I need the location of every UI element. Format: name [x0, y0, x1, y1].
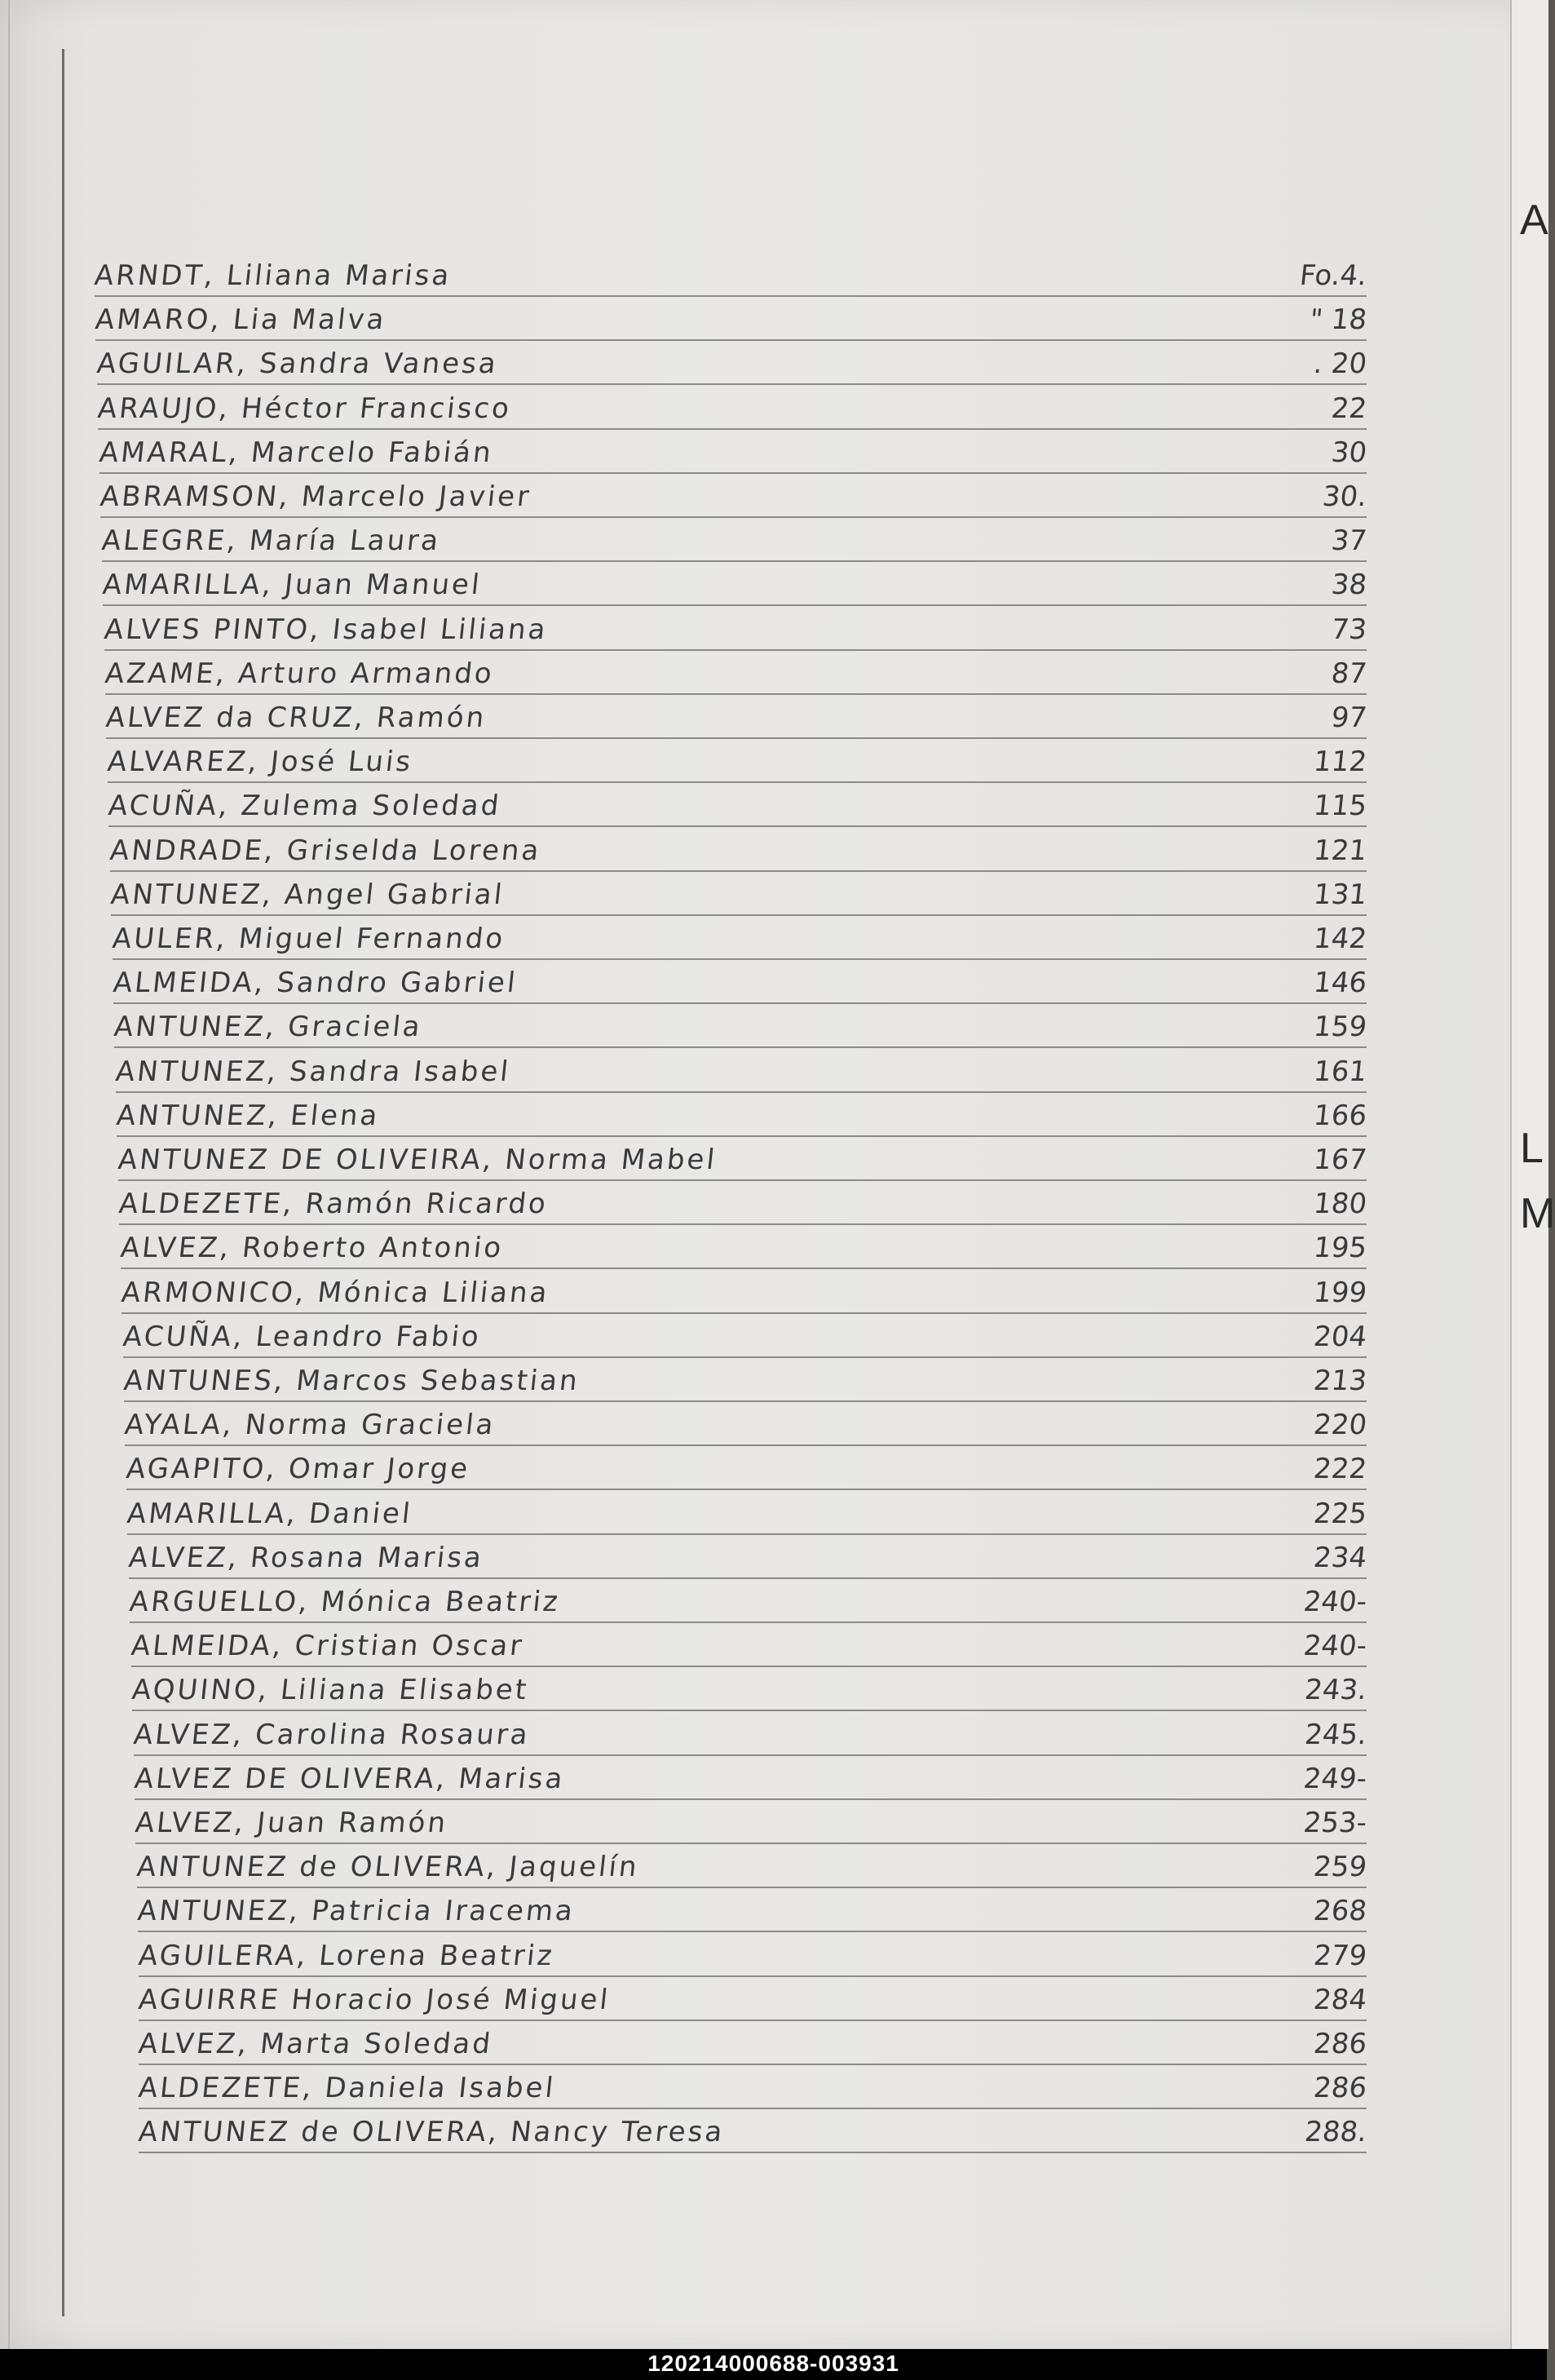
entry-name: AMARILLA, Juan Manuel: [100, 568, 484, 602]
adjacent-page-letter: A: [1520, 197, 1548, 244]
entry-folio: Fo.4.: [1298, 259, 1369, 292]
ledger-entry: [99, 516, 1369, 562]
entry-folio: 234: [1311, 1541, 1369, 1574]
entry-name: ACUÑA, Zulema Soledad: [107, 790, 503, 823]
ledger-entry: [105, 737, 1369, 783]
ledger-entry: [130, 1577, 1367, 1623]
entry-name: ANTUNEZ de OLIVERA, Jaquelín: [135, 1851, 641, 1884]
adjacent-page-letter: M: [1520, 1190, 1555, 1237]
entry-folio: 142: [1311, 922, 1369, 955]
entry-folio: 199: [1311, 1276, 1369, 1309]
entry-folio: 286: [1311, 2072, 1369, 2105]
entry-name: AULER, Miguel Fernando: [110, 922, 506, 955]
entry-name: ARGUELLO, Mónica Beatriz: [128, 1586, 563, 1618]
entry-name: ALDEZETE, Ramón Ricardo: [117, 1188, 550, 1221]
ledger-entry: [131, 1621, 1367, 1667]
ledger-entry: [98, 384, 1367, 430]
entry-name: AMARO, Lia Malva: [94, 303, 389, 337]
entry-folio: 286: [1311, 2028, 1369, 2060]
ledger-entry: [121, 1356, 1369, 1402]
entry-name: ANTUNEZ de OLIVERA, Nancy Teresa: [136, 2116, 727, 2149]
entry-folio: 240-: [1301, 1586, 1369, 1618]
entry-folio: 30: [1329, 436, 1369, 469]
entry-folio: " 18: [1308, 303, 1369, 337]
ledger-entry: [100, 560, 1369, 606]
entry-folio: 243.: [1303, 1674, 1369, 1707]
ledger-entry: [113, 958, 1367, 1004]
image-id-label: 120214000688-003931: [647, 2351, 899, 2376]
entry-folio: 87: [1329, 657, 1369, 690]
ledger-entry: [113, 1047, 1369, 1093]
ledger-entry: [136, 2064, 1369, 2109]
entry-name: ANTUNEZ, Elena: [115, 1099, 382, 1132]
entry-folio: 161: [1311, 1055, 1369, 1088]
entry-name: ANTUNES, Marcos Sebastian: [121, 1365, 581, 1397]
entry-name: ALVEZ, Juan Ramón: [134, 1807, 450, 1839]
entry-folio: 253-: [1301, 1807, 1369, 1839]
entry-name: ALMEIDA, Cristian Oscar: [129, 1630, 526, 1663]
entry-name: ABRAMSON, Marcelo Javier: [99, 480, 533, 513]
ledger-entry: [123, 1312, 1367, 1358]
entry-folio: 180: [1311, 1188, 1369, 1221]
ledger-entry: [136, 2019, 1369, 2065]
entry-name: AZAME, Arturo Armando: [103, 657, 496, 690]
entry-name: ALEGRE, María Laura: [99, 524, 442, 558]
ledger-entry: [131, 1710, 1369, 1756]
ledger-entry: [111, 870, 1367, 916]
entry-folio: 121: [1311, 834, 1369, 867]
entry-name: ALVEZ, Rosana Marisa: [126, 1541, 485, 1574]
ledger-entry: [118, 1135, 1367, 1181]
entry-folio: 166: [1311, 1099, 1369, 1132]
ledger-entry: [132, 1754, 1369, 1800]
entry-folio: 288.: [1303, 2116, 1369, 2149]
entry-name: AMARILLA, Daniel: [126, 1497, 414, 1530]
ledger-entry: [118, 1223, 1369, 1269]
entry-folio: 115: [1311, 790, 1369, 823]
entry-folio: 245.: [1303, 1718, 1369, 1751]
entry-folio: 97: [1329, 701, 1369, 734]
entry-name: AMARAL, Marcelo Fabián: [97, 436, 495, 469]
ledger-entry: [136, 1931, 1369, 1977]
ledger-entry: [114, 1002, 1367, 1048]
entry-name: ALVEZ da CRUZ, Ramón: [104, 701, 488, 734]
ledger-entry: [95, 295, 1367, 341]
ledger-entry: [117, 1091, 1367, 1137]
entry-name: AQUINO, Liliana Elisabet: [130, 1674, 531, 1707]
ledger-entry: [126, 1444, 1367, 1490]
entry-name: ALMEIDA, Sandro Gabriel: [111, 967, 519, 1000]
ledger-entry: [132, 1666, 1367, 1711]
entry-name: ALVEZ, Roberto Antonio: [118, 1232, 505, 1265]
ledger-entry: [125, 1400, 1367, 1446]
entry-folio: 220: [1311, 1409, 1369, 1442]
entry-folio: 38: [1329, 568, 1369, 602]
ledger-entry: [97, 339, 1367, 385]
ledger-entry: [135, 1798, 1367, 1844]
entry-folio: 249-: [1301, 1762, 1369, 1795]
entry-name: ALVAREZ, José Luis: [105, 745, 415, 779]
entry-folio: 195: [1311, 1232, 1369, 1265]
ledger-entry: [136, 2108, 1369, 2153]
entry-name: AYALA, Norma Graciela: [123, 1409, 498, 1442]
entry-name: ALVES PINTO, Isabel Liliana: [102, 613, 550, 646]
entry-folio: 159: [1311, 1011, 1369, 1044]
ledger-entry: [127, 1489, 1367, 1535]
entry-name: ALVEZ, Carolina Rosaura: [131, 1718, 532, 1751]
ledger-entry: [108, 781, 1367, 827]
entry-name: ANTUNEZ, Sandra Isabel: [113, 1055, 512, 1088]
entry-folio: 112: [1311, 745, 1369, 779]
entry-folio: 167: [1311, 1144, 1369, 1176]
entry-folio: 259: [1311, 1851, 1369, 1884]
ledger-entry: [137, 1843, 1367, 1888]
entry-folio: 73: [1329, 613, 1369, 646]
entry-folio: . 20: [1311, 347, 1369, 381]
entry-name: ANTUNEZ DE OLIVEIRA, Norma Mabel: [116, 1144, 718, 1176]
entry-name: AGUILERA, Lorena Beatriz: [136, 1939, 556, 1972]
entry-folio: 222: [1311, 1453, 1369, 1486]
entry-folio: 146: [1311, 967, 1369, 1000]
entry-folio: 279: [1311, 1939, 1369, 1972]
entry-name: ANDRADE, Griselda Lorena: [108, 834, 543, 867]
entry-folio: 213: [1311, 1365, 1369, 1397]
entry-folio: 225: [1311, 1497, 1369, 1530]
ledger-entry: [110, 826, 1367, 872]
entry-name: ANTUNEZ, Angel Gabrial: [109, 878, 506, 911]
adjacent-page-edge: [1510, 0, 1555, 2349]
entry-folio: 284: [1311, 1983, 1369, 2016]
entry-folio: 240-: [1301, 1630, 1369, 1663]
ledger-entry: [99, 428, 1367, 474]
ledger-entry: [138, 1887, 1367, 1932]
ledger-entry: [105, 649, 1367, 695]
entry-name: ALDEZETE, Daniela Isabel: [136, 2072, 558, 2105]
image-id-footer: [0, 2349, 1547, 2380]
ledger-entry: [110, 914, 1369, 960]
entry-folio: 30.: [1320, 480, 1369, 513]
ledger-entry: [104, 605, 1367, 651]
entry-name: ARNDT, Liliana Marisa: [92, 259, 453, 292]
entry-name: AGAPITO, Omar Jorge: [124, 1453, 472, 1486]
entry-name: ACUÑA, Leandro Fabio: [121, 1320, 483, 1353]
entry-folio: 268: [1311, 1895, 1369, 1928]
adjacent-page-letter: L: [1520, 1125, 1544, 1172]
ledger-entry: [126, 1533, 1369, 1579]
entry-name: ARMONICO, Mónica Liliana: [120, 1276, 551, 1309]
entry-folio: 204: [1311, 1320, 1369, 1353]
entry-name: ANTUNEZ, Graciela: [113, 1011, 425, 1044]
ledger-entry: [100, 472, 1367, 518]
ledger-entry: [106, 693, 1367, 739]
entry-folio: 131: [1311, 878, 1369, 911]
entry-name: ALVEZ, Marta Soledad: [136, 2028, 495, 2060]
ledger-entry: [119, 1179, 1367, 1225]
ledger-entry: [121, 1268, 1367, 1314]
entry-name: AGUIRRE Horacio José Miguel: [136, 1983, 612, 2016]
entry-folio: 22: [1329, 392, 1369, 425]
entry-name: ALVEZ DE OLIVERA, Marisa: [132, 1762, 567, 1795]
entry-name: AGUILAR, Sandra Vanesa: [95, 347, 500, 381]
entry-folio: 37: [1329, 524, 1369, 558]
entry-name: ARAUJO, Héctor Francisco: [96, 392, 514, 425]
ledger-entry: [92, 251, 1369, 297]
ledger-entry: [136, 1975, 1369, 2021]
entry-name: ANTUNEZ, Patricia Iracema: [136, 1895, 577, 1928]
